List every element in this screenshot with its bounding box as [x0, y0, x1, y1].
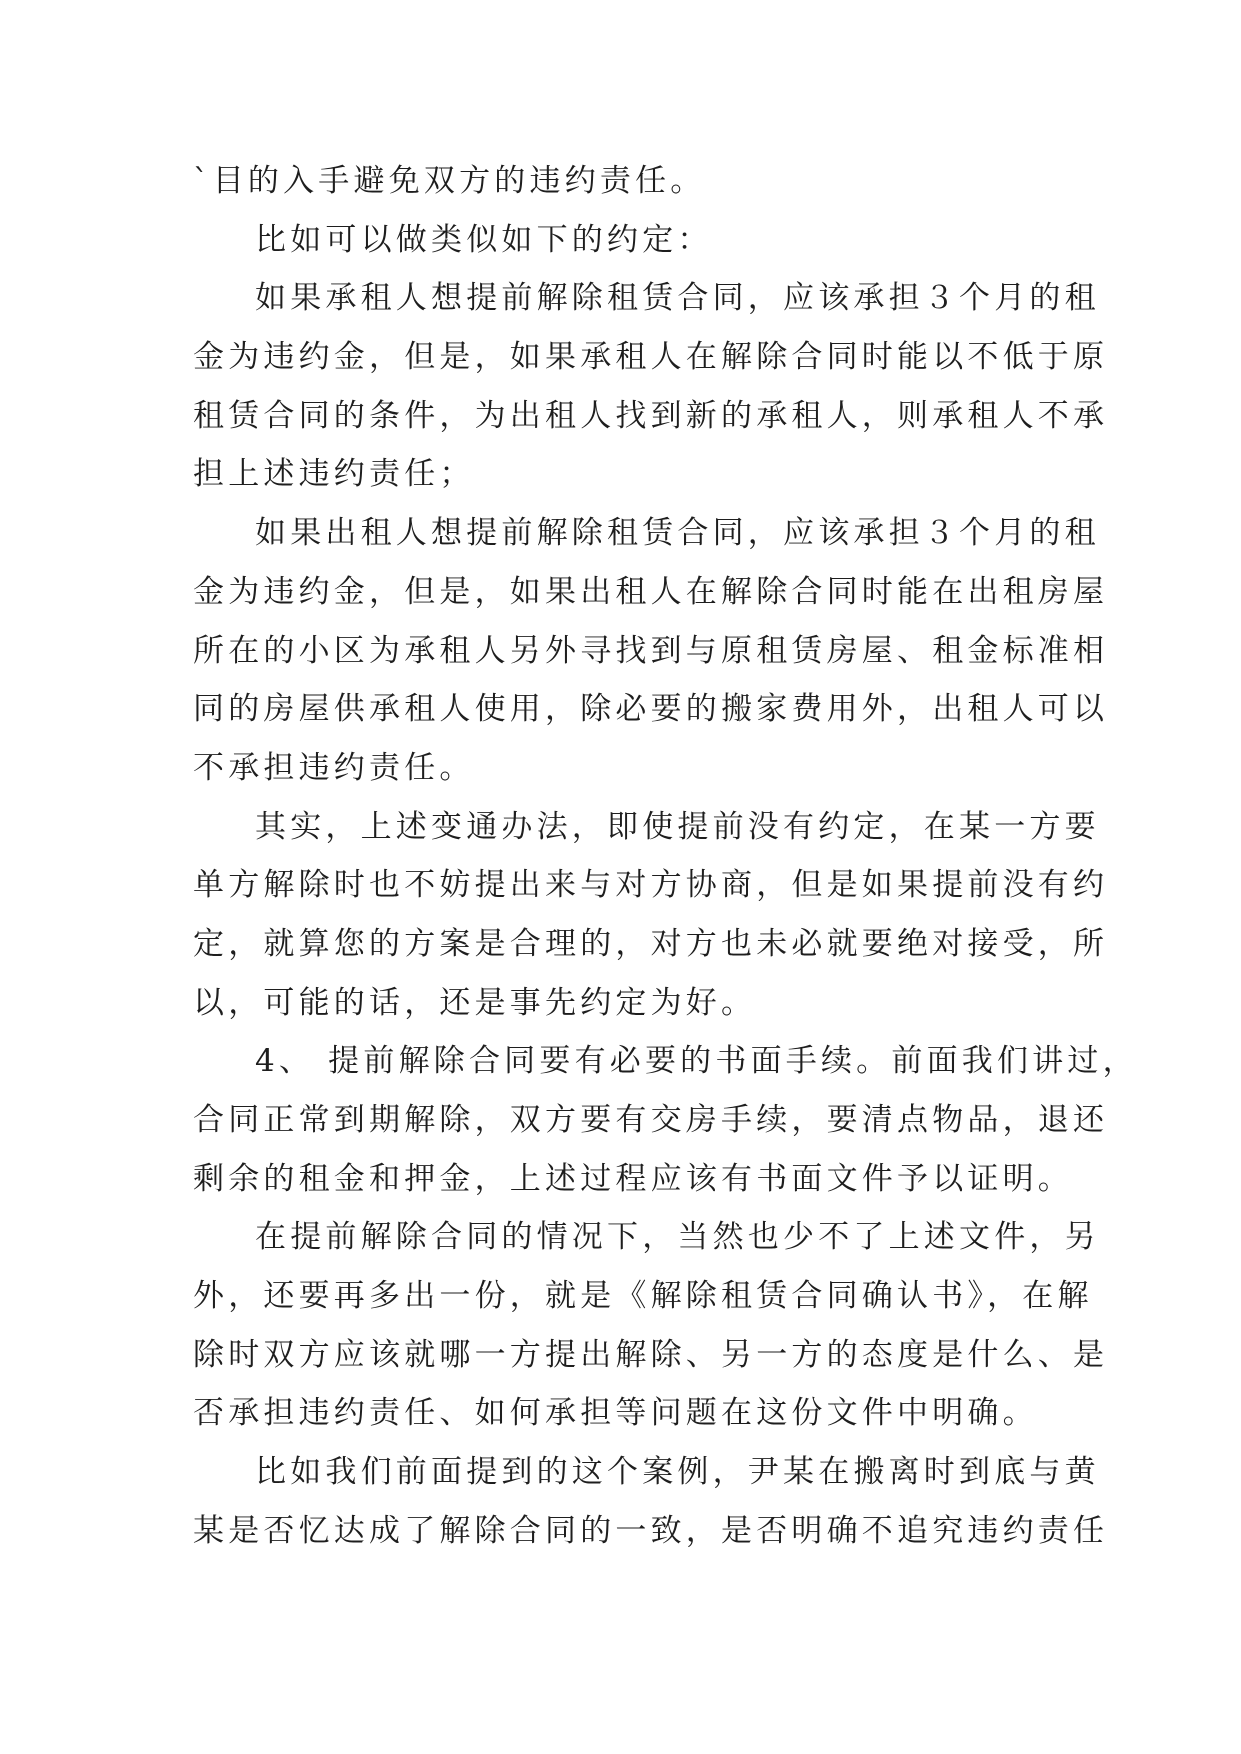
paragraph: [193, 1032, 1138, 1208]
text-line: 其实，上述变通办法，即使提前没有约定，在某一方要: [255, 808, 1100, 845]
text-line: 如果出租人想提前解除租赁合同，应该承担３个月的租: [255, 515, 1100, 552]
text-line: 如果承租人想提前解除租赁合同，应该承担３个月的租: [255, 280, 1100, 317]
body-text: [193, 152, 1138, 1561]
text-line: 租赁合同的条件，为出租人找到新的承租人，则承租人不承: [193, 397, 1109, 434]
paragraph: [193, 504, 1109, 797]
text-line: 4、 提前解除合同要有必要的书面手续。前面我们讲过，: [255, 1043, 1138, 1080]
paragraph: [193, 211, 1053, 270]
text-line: 金为违约金，但是，如果承租人在解除合同时能以不低于原: [193, 339, 1109, 376]
text-line: 合同正常到期解除，双方要有交房手续，要清点物品，退还: [193, 1102, 1109, 1138]
text-line: 所在的小区为承租人另外寻找到与原租赁房屋、租金标准相: [193, 632, 1109, 669]
text-line: 否承担违约责任、如何承担等问题在这份文件中明确。: [193, 1395, 1038, 1432]
text-line: 单方解除时也不妨提出来与对方协商，但是如果提前没有约: [193, 867, 1109, 904]
text-line: 除时双方应该就哪一方提出解除、另一方的态度是什么、是: [193, 1336, 1109, 1373]
text-line: `目的入手避免双方的违约责任。: [193, 163, 706, 199]
text-line: 不承担违约责任。: [193, 749, 475, 786]
paragraph: [193, 1208, 1109, 1443]
text-line: 在提前解除合同的情况下，当然也少不了上述文件，另: [255, 1219, 1100, 1256]
text-line: 以，可能的话，还是事先约定为好。: [193, 984, 757, 1021]
paragraph: [193, 269, 1109, 504]
text-line: 剩余的租金和押金，上述过程应该有书面文件予以证明。: [193, 1160, 1073, 1197]
text-line: 外，还要再多出一份，就是《解除租赁合同确认书》，在解: [193, 1278, 1093, 1315]
text-line: 同的房屋供承租人使用，除必要的搬家费用外，出租人可以: [193, 691, 1109, 728]
paragraph: [193, 152, 1053, 211]
paragraph: [193, 798, 1109, 1033]
text-line: 某是否忆达成了解除合同的一致，是否明确不追究违约责任: [193, 1512, 1109, 1549]
paragraph: [193, 1443, 1109, 1560]
text-line: 比如我们前面提到的这个案例，尹某在搬离时到底与黄: [255, 1454, 1100, 1491]
text-line: 担上述违约责任；: [193, 456, 475, 493]
text-line: 定，就算您的方案是合理的，对方也未必就要绝对接受，所: [193, 925, 1109, 962]
text-line: 金为违约金，但是，如果出租人在解除合同时能在出租房屋: [193, 573, 1109, 610]
text-line: 比如可以做类似如下的约定：: [255, 221, 713, 258]
